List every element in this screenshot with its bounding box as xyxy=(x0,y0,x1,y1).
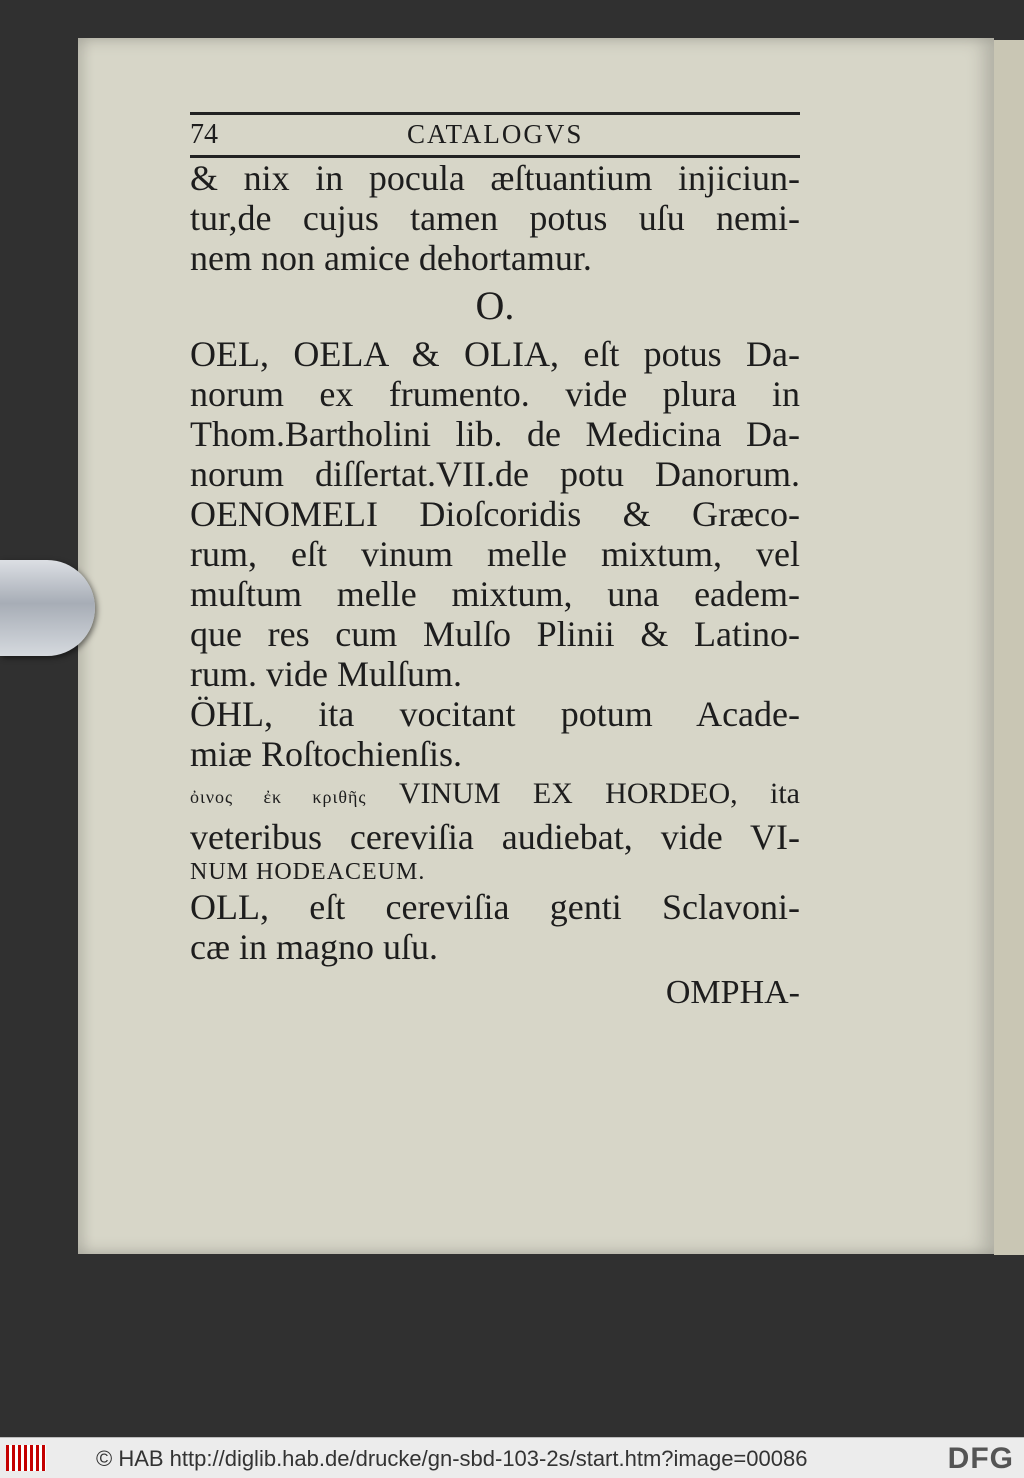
entry-line: miæ Roſtochienſis. xyxy=(190,734,463,774)
library-logo-icon xyxy=(6,1445,46,1471)
section-letter: O. xyxy=(475,283,515,328)
entry-line: OEL, OELA & OLIA, eſt potus Da- xyxy=(190,334,800,374)
entry-line: NUM HODEACEUM. xyxy=(190,859,426,885)
page-marker-tab xyxy=(0,560,95,656)
catchword: OMPHA- xyxy=(665,974,800,1011)
running-header xyxy=(190,112,800,158)
entry-line: OLL, eſt cereviſia genti Sclavoni- xyxy=(190,887,800,927)
entry-line: Thom.Bartholini lib. de Medicina Da- xyxy=(190,414,800,454)
page-number: 74 xyxy=(190,119,218,150)
entry-line: rum. vide Mulſum. xyxy=(190,654,462,694)
page-text xyxy=(190,104,800,1019)
entry-line: cæ in magno uſu. xyxy=(190,927,438,967)
viewer-footer xyxy=(0,1437,1024,1478)
entry-line: veteribus cereviſia audiebat, vide VI- xyxy=(190,817,800,857)
entry-line: norum diſſertat.VII.de potu Danorum. xyxy=(190,454,800,494)
text-line: tur,de cujus tamen potus uſu nemi- xyxy=(190,198,800,238)
entry-line: rum, eſt vinum melle mixtum, vel xyxy=(190,534,800,574)
dfg-logo: DFG xyxy=(947,1442,1014,1475)
entry-line: norum ex frumento. vide plura in xyxy=(190,374,800,414)
entry-line: que res cum Mulſo Plinii & Latino- xyxy=(190,614,800,654)
entry-line: muſtum melle mixtum, una eadem- xyxy=(190,574,800,614)
greek-phrase: ὀινος ἐκ κριθῆς xyxy=(190,787,367,807)
text-line: nem non amice dehortamur. xyxy=(190,238,592,278)
entry-line: ÖHL, ita vocitant potum Acade- xyxy=(190,694,800,734)
entry-line xyxy=(190,774,800,817)
running-title: CATALOGVS xyxy=(407,119,584,149)
adjacent-page-edge xyxy=(994,40,1024,1255)
entry-text: VINUM EX HORDEO, ita xyxy=(398,777,800,810)
text-line: & nix in pocula æſtuantium injiciun- xyxy=(190,158,800,198)
entry-line: OENOMELI Dioſcoridis & Græco- xyxy=(190,494,800,534)
source-credit: © HAB http://diglib.hab.de/drucke/gn-sbd-103-2s/start.htm?image=00086 xyxy=(96,1446,808,1471)
